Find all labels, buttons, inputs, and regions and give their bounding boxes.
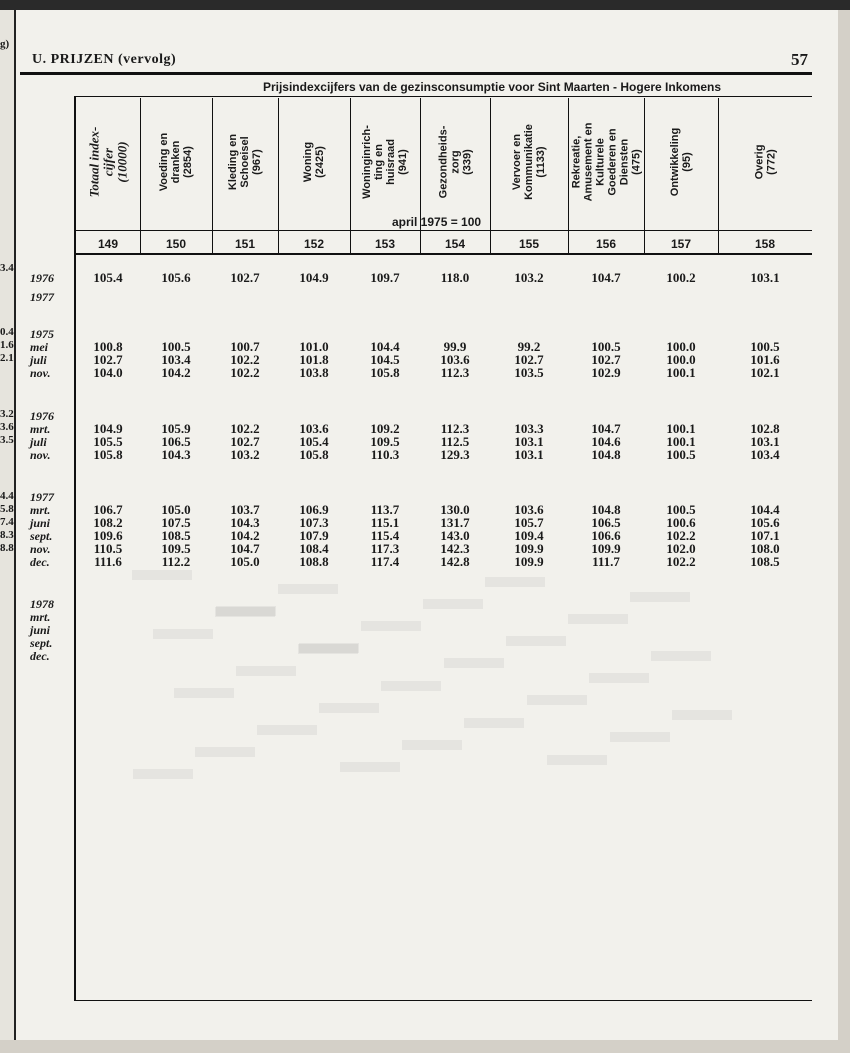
bleed-through-mark	[402, 740, 462, 750]
table-cell: 109.5	[161, 541, 191, 556]
table-cell: 109.2	[370, 421, 400, 436]
table-cell: 109.9	[591, 541, 621, 556]
table-cell: 102.7	[591, 352, 621, 367]
row-label: 1975	[30, 327, 54, 341]
table-cell: 130.0	[440, 502, 470, 517]
column-header-text: Woning (2425)	[302, 141, 326, 183]
bleed-through-mark	[547, 755, 607, 765]
table-cell: 100.5	[750, 339, 780, 354]
column-header-text: Vervoer en Kommunikatie (1133)	[510, 124, 547, 200]
table-cell: 102.7	[230, 270, 260, 285]
row-label: juni	[30, 623, 51, 637]
left-margin-number: 7.4	[0, 516, 14, 528]
table-cell: 103.2	[514, 270, 544, 285]
table-cell: 105.9	[161, 421, 191, 436]
row-label: juni	[30, 516, 51, 530]
row-label: 1978	[30, 597, 54, 611]
table-cell: 100.5	[666, 502, 696, 517]
table-cell: 104.7	[591, 270, 621, 285]
bleed-through-mark	[216, 606, 276, 616]
column-number: 152	[303, 237, 325, 251]
table-cell: 112.3	[440, 365, 470, 380]
table-cell: 108.5	[161, 528, 191, 543]
table-cell: 104.7	[591, 421, 621, 436]
table-cell: 104.8	[591, 447, 621, 462]
bleed-through-mark	[506, 636, 566, 646]
table-cell: 102.1	[750, 365, 780, 380]
bleed-through-mark	[672, 710, 732, 720]
row-label: nov.	[30, 448, 51, 462]
row-label: 1976	[30, 409, 54, 423]
column-header	[140, 98, 212, 226]
table-cell: 107.5	[161, 515, 191, 530]
bleed-through-mark	[133, 769, 193, 779]
column-header	[76, 98, 140, 226]
page-number: 57	[791, 50, 808, 69]
table-cell: 103.4	[161, 352, 191, 367]
bleed-through-mark	[485, 577, 545, 587]
table-cell: 105.5	[93, 434, 123, 449]
table-cell: 104.2	[161, 365, 191, 380]
table-cell: 118.0	[440, 270, 470, 285]
column-number: 153	[374, 237, 396, 251]
column-header	[568, 98, 644, 226]
column-header-text: Rekreatie, Amusement en Kulturele Goederen en Diensten (475)	[570, 122, 643, 202]
title-rule	[74, 96, 812, 97]
table-cell: 108.5	[750, 554, 780, 569]
table-cell: 104.0	[93, 365, 123, 380]
table-cell: 103.7	[230, 502, 260, 517]
row-label: sept.	[30, 636, 53, 650]
base-period: april 1975 = 100	[392, 215, 482, 229]
table-cell: 109.9	[514, 541, 544, 556]
row-label: mei	[30, 340, 48, 354]
left-margin-number: 8.8	[0, 542, 14, 554]
column-header	[350, 98, 420, 226]
table-cell: 102.9	[591, 365, 621, 380]
table-cell: 112.3	[440, 421, 470, 436]
column-number: 158	[754, 237, 776, 251]
table-cell: 108.4	[299, 541, 329, 556]
table-cell: 109.4	[514, 528, 544, 543]
bleed-through-mark	[568, 614, 628, 624]
table-cell: 106.6	[591, 528, 621, 543]
table-cell: 101.8	[299, 352, 329, 367]
table-cell: 103.6	[299, 421, 329, 436]
table-cell: 109.7	[370, 270, 400, 285]
table-cell: 102.0	[666, 541, 696, 556]
table-cell: 108.2	[93, 515, 123, 530]
table-cell: 103.1	[750, 434, 780, 449]
table-cell: 100.1	[666, 365, 696, 380]
column-header	[420, 98, 490, 226]
table-cell: 100.6	[666, 515, 696, 530]
column-number: 155	[518, 237, 540, 251]
column-header-text: Kleding en Schoeisel (967)	[226, 133, 263, 191]
bleed-through-mark	[299, 643, 359, 653]
bleed-through-mark	[464, 718, 524, 728]
table-cell: 106.9	[299, 502, 329, 517]
table-cell: 100.1	[666, 434, 696, 449]
bleed-through-mark	[340, 762, 400, 772]
table-cell: 107.9	[299, 528, 329, 543]
column-header-text: Ontwikkeling (95)	[669, 127, 693, 197]
table-cell: 112.2	[161, 554, 191, 569]
table-bottom-rule	[74, 1000, 812, 1001]
table-cell: 102.2	[230, 352, 260, 367]
row-label: mrt.	[30, 610, 51, 624]
table-cell: 103.6	[440, 352, 470, 367]
row-label: sept.	[30, 529, 53, 543]
table-cell: 129.3	[440, 447, 470, 462]
row-label: nov.	[30, 366, 51, 380]
table-cell: 103.1	[750, 270, 780, 285]
table-cell: 100.0	[666, 339, 696, 354]
table-cell: 107.1	[750, 528, 780, 543]
left-margin-number: 5.8	[0, 503, 14, 515]
table-cell: 143.0	[440, 528, 470, 543]
bleed-through-mark	[610, 732, 670, 742]
table-cell: 101.0	[299, 339, 329, 354]
table-cell: 113.7	[370, 502, 400, 517]
left-margin-number: 3.6	[0, 421, 14, 433]
bleed-through-mark	[278, 584, 338, 594]
table-cell: 112.5	[440, 434, 470, 449]
bleed-through-mark	[444, 658, 504, 668]
table-cell: 110.3	[370, 447, 400, 462]
table-cell: 115.4	[370, 528, 400, 543]
table-title: Prijsindexcijfers van de gezinsconsumptie voor Sint Maarten - Hogere Inkomens	[262, 80, 722, 94]
table-cell: 102.2	[230, 421, 260, 436]
table-cell: 104.9	[299, 270, 329, 285]
column-header	[718, 98, 812, 226]
table-cell: 104.4	[370, 339, 400, 354]
left-margin-number: 3.4	[0, 262, 14, 274]
table-cell: 104.7	[230, 541, 260, 556]
table-cell: 111.6	[94, 554, 122, 569]
table-cell: 100.8	[93, 339, 123, 354]
table-cell: 111.7	[592, 554, 620, 569]
column-number: 154	[444, 237, 466, 251]
table-cell: 109.9	[514, 554, 544, 569]
column-number: 150	[165, 237, 187, 251]
table-cell: 103.6	[514, 502, 544, 517]
left-fragment: g)	[0, 38, 10, 50]
column-header-text: Gezondheids- zorg (339)	[437, 125, 474, 199]
bleed-through-mark	[236, 666, 296, 676]
column-number: 157	[670, 237, 692, 251]
scan-top-band	[0, 0, 850, 10]
table-cell: 105.6	[750, 515, 780, 530]
table-cell: 115.1	[370, 515, 400, 530]
left-page-edge	[0, 10, 16, 1040]
bleed-through-mark	[257, 725, 317, 735]
table-cell: 105.4	[299, 434, 329, 449]
row-label: mrt.	[30, 422, 51, 436]
table-cell: 106.5	[591, 515, 621, 530]
table-cell: 104.5	[370, 352, 400, 367]
left-margin-number: 1.6	[0, 339, 14, 351]
table-cell: 104.6	[591, 434, 621, 449]
bleed-through-mark	[527, 695, 587, 705]
table-cell: 105.6	[161, 270, 191, 285]
column-header	[644, 98, 718, 226]
table-cell: 104.9	[93, 421, 123, 436]
row-label: 1977	[30, 490, 54, 504]
table-cell: 105.0	[230, 554, 260, 569]
table-cell: 99.9	[443, 339, 467, 354]
document-page	[12, 10, 838, 1040]
column-number: 151	[234, 237, 256, 251]
base-rule	[74, 230, 812, 231]
row-label: juli	[30, 353, 47, 367]
table-cell: 105.8	[93, 447, 123, 462]
section-title: U. PRIJZEN (vervolg)	[32, 52, 177, 67]
left-margin-number: 0.4	[0, 326, 14, 338]
table-cell: 110.5	[93, 541, 123, 556]
bleed-through-mark	[361, 621, 421, 631]
table-cell: 131.7	[440, 515, 470, 530]
bleed-through-mark	[630, 592, 690, 602]
column-number: 156	[595, 237, 617, 251]
table-cell: 100.5	[161, 339, 191, 354]
table-cell: 102.2	[666, 554, 696, 569]
table-cell: 108.0	[750, 541, 780, 556]
table-cell: 102.7	[93, 352, 123, 367]
table-cell: 142.3	[440, 541, 470, 556]
table-cell: 105.8	[299, 447, 329, 462]
column-header	[212, 98, 278, 226]
table-cell: 103.3	[514, 421, 544, 436]
left-margin-number: 3.5	[0, 434, 14, 446]
column-header-text: Woninginrich- ting en huisraad (941)	[361, 125, 410, 199]
table-cell: 100.1	[666, 421, 696, 436]
table-cell: 103.5	[514, 365, 544, 380]
row-label: 1976	[30, 271, 54, 285]
row-label: dec.	[30, 649, 50, 663]
table-cell: 102.7	[514, 352, 544, 367]
table-cell: 103.8	[299, 365, 329, 380]
table-cell: 102.8	[750, 421, 780, 436]
table-cell: 103.1	[514, 447, 544, 462]
table-cell: 104.4	[750, 502, 780, 517]
table-cell: 117.4	[370, 554, 400, 569]
row-label: mrt.	[30, 503, 51, 517]
table-cell: 100.0	[666, 352, 696, 367]
table-cell: 108.8	[299, 554, 329, 569]
row-label: 1977	[30, 290, 54, 304]
table-cell: 102.2	[230, 365, 260, 380]
column-header	[278, 98, 350, 226]
column-number: 149	[97, 237, 119, 251]
table-cell: 100.5	[666, 447, 696, 462]
table-cell: 102.7	[230, 434, 260, 449]
column-header-text: Totaal index- cijfer (10000)	[86, 126, 130, 198]
column-header-text: Overig (772)	[752, 144, 777, 180]
table-cell: 100.5	[591, 339, 621, 354]
table-cell: 103.1	[514, 434, 544, 449]
bleed-through-mark	[423, 599, 483, 609]
column-header-text: Voeding en dranken (2854)	[158, 132, 194, 192]
table-cell: 101.6	[750, 352, 780, 367]
header-bottom-rule	[74, 253, 812, 255]
table-cell: 104.8	[591, 502, 621, 517]
table-cell: 107.3	[299, 515, 329, 530]
table-cell: 106.7	[93, 502, 123, 517]
table-cell: 105.7	[514, 515, 544, 530]
row-label: juli	[30, 435, 47, 449]
table-cell: 104.2	[230, 528, 260, 543]
bleed-through-mark	[319, 703, 379, 713]
table-cell: 103.2	[230, 447, 260, 462]
table-cell: 106.5	[161, 434, 191, 449]
left-margin-number: 2.1	[0, 352, 14, 364]
left-margin-number: 4.4	[0, 490, 14, 502]
bleed-through-mark	[381, 681, 441, 691]
column-header	[490, 98, 568, 226]
row-label: nov.	[30, 542, 51, 556]
bleed-through-mark	[174, 688, 234, 698]
bleed-through-mark	[195, 747, 255, 757]
table-cell: 99.2	[517, 339, 541, 354]
table-cell: 100.2	[666, 270, 696, 285]
table-cell: 117.3	[370, 541, 400, 556]
bleed-through-mark	[651, 651, 711, 661]
table-cell: 109.6	[93, 528, 123, 543]
bleed-through-mark	[132, 570, 192, 580]
table-cell: 105.8	[370, 365, 400, 380]
table-cell: 102.2	[666, 528, 696, 543]
row-label: dec.	[30, 555, 50, 569]
bleed-through-mark	[153, 629, 213, 639]
table-cell: 104.3	[230, 515, 260, 530]
bleed-through-mark	[589, 673, 649, 683]
left-margin-number: 3.2	[0, 408, 14, 420]
table-cell: 105.4	[93, 270, 123, 285]
left-margin-number: 8.3	[0, 529, 14, 541]
table-cell: 109.5	[370, 434, 400, 449]
header-rule	[20, 72, 812, 75]
table-cell: 105.0	[161, 502, 191, 517]
table-cell: 142.8	[440, 554, 470, 569]
table-cell: 100.7	[230, 339, 260, 354]
table-cell: 104.3	[161, 447, 191, 462]
table-cell: 103.4	[750, 447, 780, 462]
